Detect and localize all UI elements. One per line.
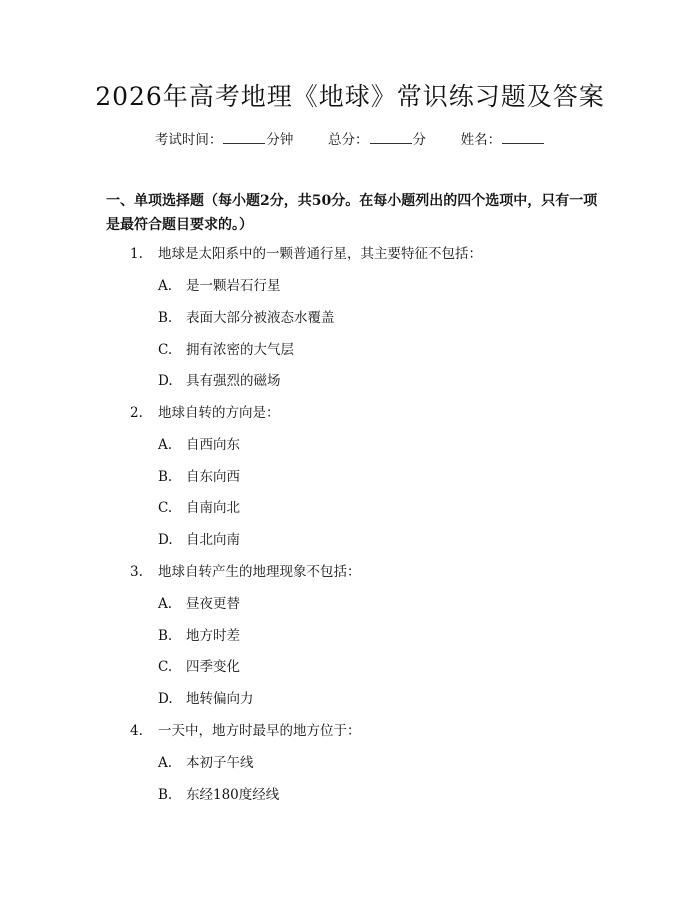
option-text: 地方时差 bbox=[186, 628, 240, 644]
option-letter: C. bbox=[158, 500, 173, 516]
name-blank bbox=[502, 131, 544, 144]
question-number: 4. bbox=[130, 723, 143, 739]
question-3 bbox=[130, 562, 361, 582]
option-4b bbox=[158, 785, 279, 805]
option-text: 自西向东 bbox=[186, 437, 240, 453]
option-1c bbox=[158, 340, 294, 360]
page-title: 2026年高考地理《地球》常识练习题及答案 bbox=[95, 82, 605, 111]
option-text: 表面大部分被液态水覆盖 bbox=[186, 310, 335, 326]
option-text: 具有强烈的磁场 bbox=[186, 373, 281, 389]
option-3d bbox=[158, 689, 254, 709]
option-text: 自南向北 bbox=[186, 500, 240, 516]
question-text: 地球自转产生的地理现象不包括： bbox=[158, 564, 361, 580]
option-letter: D. bbox=[158, 691, 173, 707]
option-text: 东经180度经线 bbox=[186, 787, 280, 803]
question-text: 地球是太阳系中的一颗普通行星，其主要特征不包括： bbox=[158, 246, 482, 262]
option-2d bbox=[158, 530, 240, 550]
question-4 bbox=[130, 721, 361, 741]
option-3a bbox=[158, 594, 240, 614]
question-1 bbox=[130, 244, 482, 264]
time-unit: 分钟 bbox=[266, 132, 294, 148]
option-text: 四季变化 bbox=[186, 659, 240, 675]
option-letter: B. bbox=[158, 787, 173, 803]
option-letter: A. bbox=[158, 278, 173, 294]
question-number: 1. bbox=[130, 246, 143, 262]
option-text: 自东向西 bbox=[186, 469, 240, 485]
score-blank bbox=[370, 131, 412, 144]
option-1a bbox=[158, 276, 281, 296]
option-letter: B. bbox=[158, 469, 173, 485]
option-text: 本初子午线 bbox=[186, 755, 254, 771]
option-2c bbox=[158, 498, 240, 518]
option-3c bbox=[158, 657, 240, 677]
option-1b bbox=[158, 308, 335, 328]
score-label: 总分： bbox=[328, 132, 369, 148]
question-text: 一天中，地方时最早的地方位于： bbox=[158, 723, 361, 739]
option-1d bbox=[158, 371, 281, 391]
option-letter: D. bbox=[158, 373, 173, 389]
option-text: 地转偏向力 bbox=[186, 691, 254, 707]
option-text: 自北向南 bbox=[186, 532, 240, 548]
question-number: 2. bbox=[130, 405, 143, 421]
option-letter: B. bbox=[158, 628, 173, 644]
option-letter: C. bbox=[158, 659, 173, 675]
option-2b bbox=[158, 467, 240, 487]
option-letter: A. bbox=[158, 596, 173, 612]
option-3b bbox=[158, 626, 240, 646]
option-2a bbox=[158, 435, 240, 455]
section-heading: 一、单项选择题（每小题2分，共50分。在每小题列出的四个选项中，只有一项是最符合题目要求的。） bbox=[106, 193, 598, 233]
exam-info-line bbox=[0, 130, 700, 150]
option-text: 是一颗岩石行星 bbox=[186, 278, 281, 294]
question-2 bbox=[130, 403, 280, 423]
option-letter: D. bbox=[158, 532, 173, 548]
option-text: 拥有浓密的大气层 bbox=[186, 342, 294, 358]
option-letter: B. bbox=[158, 310, 173, 326]
question-number: 3. bbox=[130, 564, 143, 580]
option-letter: C. bbox=[158, 342, 173, 358]
time-label: 考试时间： bbox=[154, 132, 223, 148]
score-unit: 分 bbox=[412, 132, 426, 148]
option-4a bbox=[158, 753, 254, 773]
question-text: 地球自转的方向是： bbox=[158, 405, 280, 421]
option-text: 昼夜更替 bbox=[186, 596, 240, 612]
option-letter: A. bbox=[158, 437, 173, 453]
time-blank bbox=[223, 131, 265, 144]
option-letter: A. bbox=[158, 755, 173, 771]
name-label: 姓名： bbox=[460, 132, 502, 148]
